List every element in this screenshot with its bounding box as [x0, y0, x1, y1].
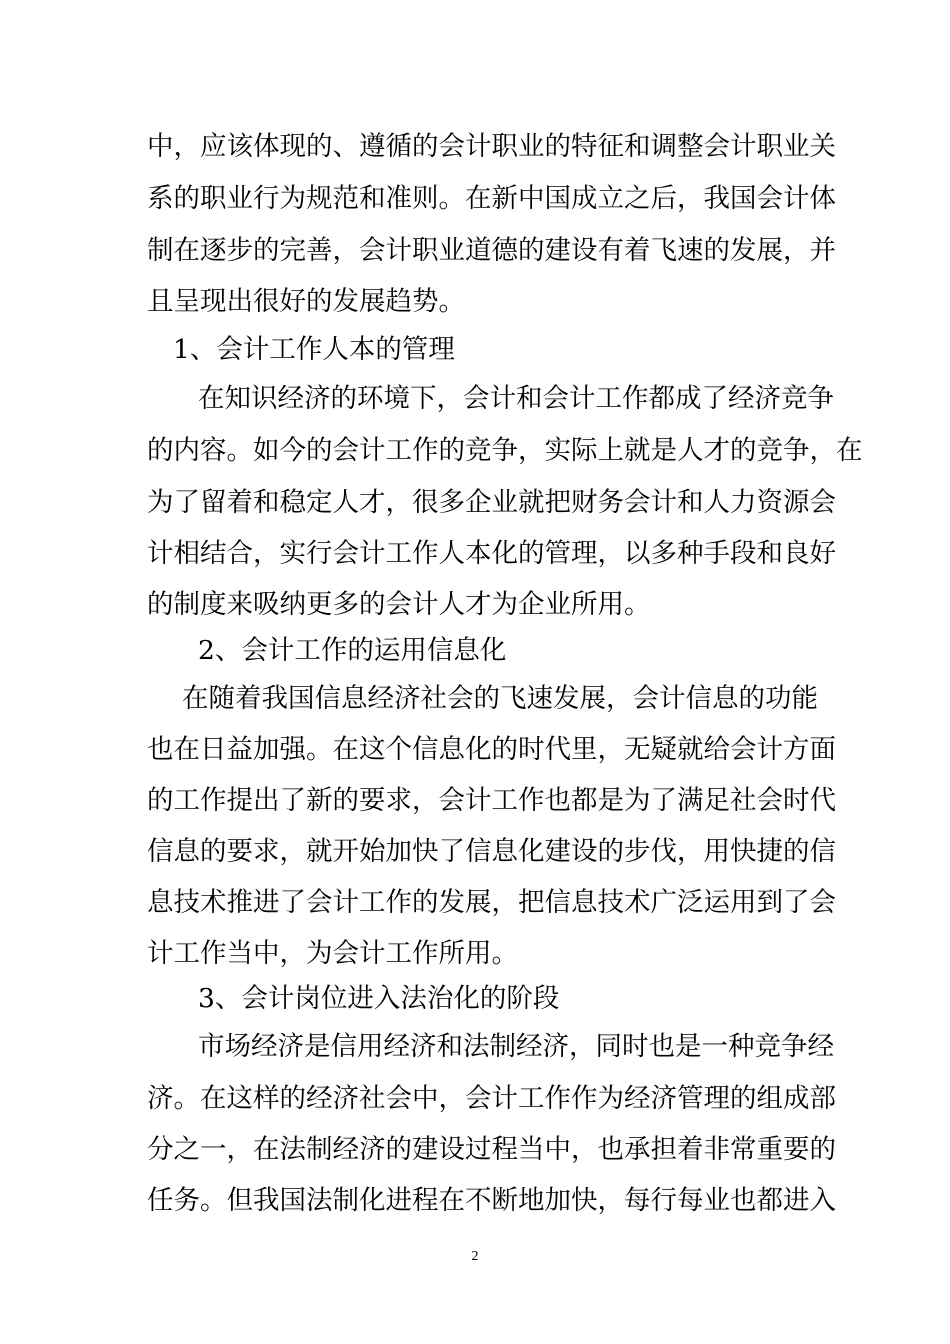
body-text-line: 的工作提出了新的要求，会计工作也都是为了满足社会时代: [147, 785, 836, 816]
body-text-line: 系的职业行为规范和准则。在新中国成立之后，我国会计体: [147, 183, 836, 214]
body-text-line: 市场经济是信用经济和法制经济，同时也是一种竞争经: [198, 1031, 834, 1062]
body-text-line: 计相结合，实行会计工作人本化的管理，以多种手段和良好: [147, 538, 836, 569]
body-text-line: 任务。但我国法制化进程在不断地加快，每行每业也都进入: [147, 1185, 836, 1216]
body-text-line: 济。在这样的经济社会中，会计工作作为经济管理的组成部: [147, 1083, 836, 1114]
body-text-line: 中，应该体现的、遵循的会计职业的特征和调整会计职业关: [147, 131, 836, 162]
body-text-line: 的制度来吸纳更多的会计人才为企业所用。: [147, 589, 651, 620]
page-number: 2: [471, 1249, 479, 1264]
body-text-line: 在随着我国信息经济社会的飞速发展，会计信息的功能: [182, 683, 818, 714]
section-heading-2: 2、会计工作的运用信息化: [198, 635, 507, 666]
body-text-line: 分之一，在法制经济的建设过程当中，也承担着非常重要的: [147, 1134, 836, 1165]
body-text-line: 信息的要求，就开始加快了信息化建设的步伐，用快捷的信: [147, 836, 836, 867]
body-text-line: 且呈现出很好的发展趋势。: [147, 286, 465, 317]
body-text-line: 为了留着和稳定人才，很多企业就把财务会计和人力资源会: [147, 487, 836, 518]
body-text-line: 也在日益加强。在这个信息化的时代里，无疑就给会计方面: [147, 734, 836, 765]
section-heading-1: 1、会计工作人本的管理: [173, 334, 455, 365]
body-text-line: 计工作当中，为会计工作所用。: [147, 938, 518, 969]
section-heading-3: 3、会计岗位进入法治化的阶段: [198, 983, 560, 1014]
body-text-line: 制在逐步的完善，会计职业道德的建设有着飞速的发展，并: [147, 235, 836, 266]
body-text-line: 的内容。如今的会计工作的竞争，实际上就是人才的竞争，在: [147, 435, 863, 466]
body-text-line: 在知识经济的环境下，会计和会计工作都成了经济竞争: [198, 383, 834, 414]
body-text-line: 息技术推进了会计工作的发展，把信息技术广泛运用到了会: [147, 887, 836, 918]
